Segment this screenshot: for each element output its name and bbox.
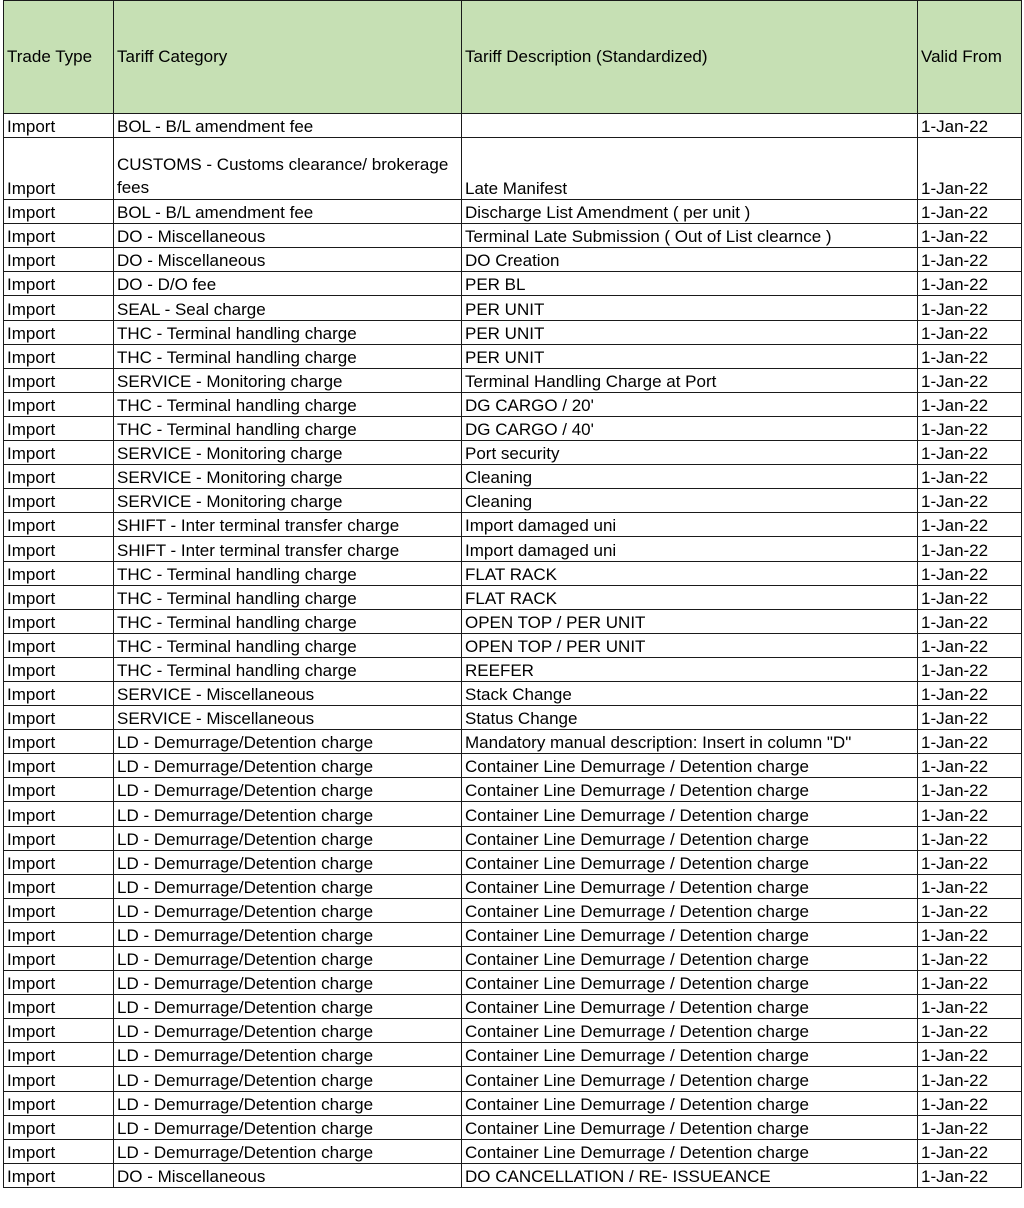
cell-valid-from[interactable]: 1-Jan-22 xyxy=(918,272,1022,296)
cell-tariff-category[interactable]: SERVICE - Monitoring charge xyxy=(114,489,462,513)
cell-valid-from[interactable]: 1-Jan-22 xyxy=(918,416,1022,440)
cell-tariff-category[interactable]: SERVICE - Miscellaneous xyxy=(114,681,462,705)
cell-trade-type[interactable]: Import xyxy=(4,609,114,633)
cell-valid-from[interactable]: 1-Jan-22 xyxy=(918,585,1022,609)
cell-tariff-description[interactable]: Late Manifest xyxy=(462,138,918,200)
table-row xyxy=(4,224,1022,248)
cell-tariff-description[interactable]: Cleaning xyxy=(462,489,918,513)
cell-trade-type[interactable]: Import xyxy=(4,248,114,272)
table-row xyxy=(4,754,1022,778)
cell-tariff-category[interactable]: LD - Demurrage/Detention charge xyxy=(114,947,462,971)
cell-tariff-description[interactable]: Container Line Demurrage / Detention charge xyxy=(462,1091,918,1115)
cell-tariff-description[interactable]: Mandatory manual description: Insert in column "D" xyxy=(462,730,918,754)
cell-tariff-description[interactable]: Container Line Demurrage / Detention charge xyxy=(462,826,918,850)
cell-tariff-category[interactable]: CUSTOMS - Customs clearance/ brokerage fees xyxy=(114,138,462,200)
table-row xyxy=(4,537,1022,561)
cell-valid-from[interactable]: 1-Jan-22 xyxy=(918,609,1022,633)
header-row xyxy=(4,1,1022,114)
cell-tariff-category[interactable]: LD - Demurrage/Detention charge xyxy=(114,1115,462,1139)
cell-valid-from[interactable]: 1-Jan-22 xyxy=(918,465,1022,489)
table-row xyxy=(4,416,1022,440)
cell-tariff-description[interactable]: REEFER xyxy=(462,657,918,681)
table-row xyxy=(4,200,1022,224)
cell-trade-type[interactable]: Import xyxy=(4,138,114,200)
table-header xyxy=(4,1,1022,114)
cell-tariff-category[interactable]: SERVICE - Monitoring charge xyxy=(114,368,462,392)
cell-tariff-category[interactable]: THC - Terminal handling charge xyxy=(114,344,462,368)
cell-trade-type[interactable]: Import xyxy=(4,368,114,392)
cell-tariff-description[interactable]: Container Line Demurrage / Detention charge xyxy=(462,778,918,802)
cell-tariff-category[interactable]: LD - Demurrage/Detention charge xyxy=(114,1139,462,1163)
cell-tariff-description[interactable]: OPEN TOP / PER UNIT xyxy=(462,609,918,633)
cell-tariff-description[interactable]: Terminal Handling Charge at Port xyxy=(462,368,918,392)
cell-trade-type[interactable]: Import xyxy=(4,344,114,368)
table-row xyxy=(4,272,1022,296)
cell-valid-from[interactable]: 1-Jan-22 xyxy=(918,1067,1022,1091)
cell-valid-from[interactable]: 1-Jan-22 xyxy=(918,633,1022,657)
cell-tariff-category[interactable]: THC - Terminal handling charge xyxy=(114,416,462,440)
cell-tariff-description[interactable]: Container Line Demurrage / Detention charge xyxy=(462,898,918,922)
cell-tariff-description[interactable]: Container Line Demurrage / Detention charge xyxy=(462,995,918,1019)
table-row xyxy=(4,296,1022,320)
table-row xyxy=(4,971,1022,995)
table-row xyxy=(4,344,1022,368)
cell-trade-type[interactable]: Import xyxy=(4,681,114,705)
cell-valid-from[interactable]: 1-Jan-22 xyxy=(918,1019,1022,1043)
cell-tariff-description[interactable]: PER UNIT xyxy=(462,344,918,368)
cell-trade-type[interactable]: Import xyxy=(4,971,114,995)
table-row xyxy=(4,368,1022,392)
cell-valid-from[interactable]: 1-Jan-22 xyxy=(918,657,1022,681)
cell-trade-type[interactable]: Import xyxy=(4,657,114,681)
table-row xyxy=(4,138,1022,200)
table-row xyxy=(4,1139,1022,1163)
cell-trade-type[interactable]: Import xyxy=(4,1091,114,1115)
cell-trade-type[interactable]: Import xyxy=(4,874,114,898)
cell-trade-type[interactable]: Import xyxy=(4,802,114,826)
cell-tariff-description[interactable]: Import damaged uni xyxy=(462,513,918,537)
cell-tariff-category[interactable]: SERVICE - Monitoring charge xyxy=(114,465,462,489)
table-row xyxy=(4,114,1022,138)
cell-valid-from[interactable]: 1-Jan-22 xyxy=(918,224,1022,248)
table-row xyxy=(4,898,1022,922)
cell-valid-from[interactable]: 1-Jan-22 xyxy=(918,441,1022,465)
table-body xyxy=(4,114,1022,1188)
cell-valid-from[interactable]: 1-Jan-22 xyxy=(918,754,1022,778)
cell-trade-type[interactable]: Import xyxy=(4,272,114,296)
cell-valid-from[interactable]: 1-Jan-22 xyxy=(918,826,1022,850)
table-row xyxy=(4,1115,1022,1139)
cell-tariff-category[interactable]: LD - Demurrage/Detention charge xyxy=(114,1019,462,1043)
table-row xyxy=(4,320,1022,344)
cell-tariff-description[interactable]: FLAT RACK xyxy=(462,561,918,585)
cell-valid-from[interactable]: 1-Jan-22 xyxy=(918,537,1022,561)
table-row xyxy=(4,248,1022,272)
cell-trade-type[interactable]: Import xyxy=(4,1163,114,1187)
cell-trade-type[interactable]: Import xyxy=(4,706,114,730)
cell-tariff-category[interactable]: SERVICE - Monitoring charge xyxy=(114,441,462,465)
cell-tariff-category[interactable]: LD - Demurrage/Detention charge xyxy=(114,778,462,802)
cell-valid-from[interactable]: 1-Jan-22 xyxy=(918,922,1022,946)
cell-valid-from[interactable]: 1-Jan-22 xyxy=(918,850,1022,874)
table-row xyxy=(4,874,1022,898)
cell-valid-from[interactable]: 1-Jan-22 xyxy=(918,1043,1022,1067)
cell-trade-type[interactable]: Import xyxy=(4,1115,114,1139)
table-row xyxy=(4,802,1022,826)
spreadsheet xyxy=(3,0,1022,1188)
cell-tariff-category[interactable]: THC - Terminal handling charge xyxy=(114,320,462,344)
cell-tariff-category[interactable]: LD - Demurrage/Detention charge xyxy=(114,826,462,850)
cell-valid-from[interactable]: 1-Jan-22 xyxy=(918,971,1022,995)
cell-tariff-description[interactable]: Container Line Demurrage / Detention charge xyxy=(462,947,918,971)
cell-tariff-description[interactable]: Cleaning xyxy=(462,465,918,489)
cell-tariff-description[interactable]: Container Line Demurrage / Detention charge xyxy=(462,1019,918,1043)
cell-tariff-category[interactable]: LD - Demurrage/Detention charge xyxy=(114,850,462,874)
cell-trade-type[interactable]: Import xyxy=(4,898,114,922)
cell-trade-type[interactable]: Import xyxy=(4,561,114,585)
cell-trade-type[interactable]: Import xyxy=(4,826,114,850)
cell-tariff-category[interactable]: LD - Demurrage/Detention charge xyxy=(114,898,462,922)
cell-tariff-description[interactable]: Container Line Demurrage / Detention charge xyxy=(462,1043,918,1067)
cell-tariff-category[interactable]: THC - Terminal handling charge xyxy=(114,633,462,657)
cell-tariff-description[interactable]: Port security xyxy=(462,441,918,465)
cell-valid-from[interactable]: 1-Jan-22 xyxy=(918,1091,1022,1115)
cell-tariff-description[interactable]: Container Line Demurrage / Detention charge xyxy=(462,1139,918,1163)
cell-trade-type[interactable]: Import xyxy=(4,850,114,874)
table-row xyxy=(4,561,1022,585)
cell-tariff-description[interactable]: DG CARGO / 20' xyxy=(462,392,918,416)
cell-tariff-category[interactable]: SHIFT - Inter terminal transfer charge xyxy=(114,513,462,537)
cell-trade-type[interactable]: Import xyxy=(4,537,114,561)
cell-tariff-description[interactable]: DO Creation xyxy=(462,248,918,272)
cell-tariff-category[interactable]: LD - Demurrage/Detention charge xyxy=(114,874,462,898)
cell-tariff-category[interactable]: LD - Demurrage/Detention charge xyxy=(114,995,462,1019)
header-valid-from[interactable]: Valid From xyxy=(918,1,1022,114)
cell-tariff-description[interactable]: Container Line Demurrage / Detention charge xyxy=(462,971,918,995)
header-tariff-category[interactable]: Tariff Category xyxy=(114,1,462,114)
cell-trade-type[interactable]: Import xyxy=(4,320,114,344)
cell-valid-from[interactable]: 1-Jan-22 xyxy=(918,248,1022,272)
cell-tariff-description[interactable]: DG CARGO / 40' xyxy=(462,416,918,440)
cell-tariff-description[interactable]: Container Line Demurrage / Detention charge xyxy=(462,754,918,778)
cell-tariff-description[interactable]: Discharge List Amendment ( per unit ) xyxy=(462,200,918,224)
cell-tariff-category[interactable]: SHIFT - Inter terminal transfer charge xyxy=(114,537,462,561)
cell-tariff-category[interactable]: SEAL - Seal charge xyxy=(114,296,462,320)
header-tariff-description[interactable]: Tariff Description (Standardized) xyxy=(462,1,918,114)
cell-valid-from[interactable]: 1-Jan-22 xyxy=(918,681,1022,705)
table-row xyxy=(4,392,1022,416)
cell-tariff-category[interactable]: SERVICE - Miscellaneous xyxy=(114,706,462,730)
cell-tariff-description[interactable]: Container Line Demurrage / Detention charge xyxy=(462,850,918,874)
table-row xyxy=(4,465,1022,489)
cell-trade-type[interactable]: Import xyxy=(4,465,114,489)
cell-valid-from[interactable]: 1-Jan-22 xyxy=(918,706,1022,730)
cell-valid-from[interactable]: 1-Jan-22 xyxy=(918,320,1022,344)
cell-tariff-category[interactable]: LD - Demurrage/Detention charge xyxy=(114,802,462,826)
cell-tariff-description[interactable]: PER UNIT xyxy=(462,296,918,320)
cell-tariff-category[interactable]: THC - Terminal handling charge xyxy=(114,657,462,681)
cell-valid-from[interactable]: 1-Jan-22 xyxy=(918,1163,1022,1187)
cell-tariff-category[interactable]: DO - Miscellaneous xyxy=(114,1163,462,1187)
cell-trade-type[interactable]: Import xyxy=(4,778,114,802)
cell-tariff-category[interactable]: LD - Demurrage/Detention charge xyxy=(114,1091,462,1115)
table-row xyxy=(4,657,1022,681)
cell-tariff-category[interactable]: LD - Demurrage/Detention charge xyxy=(114,754,462,778)
cell-tariff-category[interactable]: BOL - B/L amendment fee xyxy=(114,114,462,138)
table-row xyxy=(4,1019,1022,1043)
cell-valid-from[interactable]: 1-Jan-22 xyxy=(918,114,1022,138)
cell-valid-from[interactable]: 1-Jan-22 xyxy=(918,898,1022,922)
cell-tariff-description[interactable]: Container Line Demurrage / Detention charge xyxy=(462,922,918,946)
cell-tariff-description[interactable]: OPEN TOP / PER UNIT xyxy=(462,633,918,657)
cell-trade-type[interactable]: Import xyxy=(4,730,114,754)
table-row xyxy=(4,1091,1022,1115)
cell-trade-type[interactable]: Import xyxy=(4,224,114,248)
cell-tariff-category[interactable]: LD - Demurrage/Detention charge xyxy=(114,1043,462,1067)
table-row xyxy=(4,1067,1022,1091)
cell-tariff-category[interactable]: DO - Miscellaneous xyxy=(114,248,462,272)
table-row xyxy=(4,778,1022,802)
cell-trade-type[interactable]: Import xyxy=(4,585,114,609)
cell-tariff-description[interactable]: Container Line Demurrage / Detention charge xyxy=(462,802,918,826)
header-trade-type[interactable]: Trade Type xyxy=(4,1,114,114)
cell-trade-type[interactable]: Import xyxy=(4,416,114,440)
cell-trade-type[interactable]: Import xyxy=(4,489,114,513)
cell-valid-from[interactable]: 1-Jan-22 xyxy=(918,513,1022,537)
cell-trade-type[interactable]: Import xyxy=(4,1067,114,1091)
cell-valid-from[interactable]: 1-Jan-22 xyxy=(918,392,1022,416)
cell-tariff-description[interactable]: PER BL xyxy=(462,272,918,296)
cell-tariff-description[interactable]: PER UNIT xyxy=(462,320,918,344)
table-row xyxy=(4,489,1022,513)
cell-tariff-category[interactable]: LD - Demurrage/Detention charge xyxy=(114,922,462,946)
cell-tariff-category[interactable]: LD - Demurrage/Detention charge xyxy=(114,730,462,754)
cell-valid-from[interactable]: 1-Jan-22 xyxy=(918,730,1022,754)
cell-tariff-description[interactable]: Container Line Demurrage / Detention charge xyxy=(462,1067,918,1091)
cell-tariff-description[interactable]: Container Line Demurrage / Detention charge xyxy=(462,874,918,898)
cell-tariff-category[interactable]: THC - Terminal handling charge xyxy=(114,392,462,416)
cell-tariff-category[interactable]: LD - Demurrage/Detention charge xyxy=(114,971,462,995)
cell-trade-type[interactable]: Import xyxy=(4,995,114,1019)
cell-valid-from[interactable]: 1-Jan-22 xyxy=(918,344,1022,368)
table-row xyxy=(4,1163,1022,1187)
cell-valid-from[interactable]: 1-Jan-22 xyxy=(918,947,1022,971)
cell-tariff-category[interactable]: BOL - B/L amendment fee xyxy=(114,200,462,224)
cell-tariff-category[interactable]: THC - Terminal handling charge xyxy=(114,585,462,609)
table-row xyxy=(4,850,1022,874)
cell-tariff-description[interactable]: Terminal Late Submission ( Out of List clearnce ) xyxy=(462,224,918,248)
cell-valid-from[interactable]: 1-Jan-22 xyxy=(918,561,1022,585)
cell-trade-type[interactable]: Import xyxy=(4,392,114,416)
cell-trade-type[interactable]: Import xyxy=(4,296,114,320)
cell-valid-from[interactable]: 1-Jan-22 xyxy=(918,138,1022,200)
cell-valid-from[interactable]: 1-Jan-22 xyxy=(918,489,1022,513)
cell-tariff-category[interactable]: THC - Terminal handling charge xyxy=(114,609,462,633)
table-row xyxy=(4,609,1022,633)
cell-valid-from[interactable]: 1-Jan-22 xyxy=(918,995,1022,1019)
cell-tariff-description[interactable]: Import damaged uni xyxy=(462,537,918,561)
cell-tariff-category[interactable]: THC - Terminal handling charge xyxy=(114,561,462,585)
cell-trade-type[interactable]: Import xyxy=(4,1043,114,1067)
table-row xyxy=(4,995,1022,1019)
cell-tariff-category[interactable]: DO - D/O fee xyxy=(114,272,462,296)
table-row xyxy=(4,1043,1022,1067)
cell-valid-from[interactable]: 1-Jan-22 xyxy=(918,1139,1022,1163)
table-row xyxy=(4,826,1022,850)
table-row xyxy=(4,730,1022,754)
cell-trade-type[interactable]: Import xyxy=(4,513,114,537)
table-row xyxy=(4,441,1022,465)
cell-tariff-category[interactable]: LD - Demurrage/Detention charge xyxy=(114,1067,462,1091)
cell-trade-type[interactable]: Import xyxy=(4,1139,114,1163)
cell-valid-from[interactable]: 1-Jan-22 xyxy=(918,802,1022,826)
cell-trade-type[interactable]: Import xyxy=(4,200,114,224)
table-row xyxy=(4,706,1022,730)
cell-tariff-description[interactable]: Stack Change xyxy=(462,681,918,705)
cell-tariff-description[interactable] xyxy=(462,114,918,138)
table-row xyxy=(4,922,1022,946)
cell-trade-type[interactable]: Import xyxy=(4,441,114,465)
table-row xyxy=(4,585,1022,609)
cell-trade-type[interactable]: Import xyxy=(4,114,114,138)
cell-tariff-category[interactable]: DO - Miscellaneous xyxy=(114,224,462,248)
tariff-table xyxy=(3,0,1022,1188)
cell-tariff-description[interactable]: Status Change xyxy=(462,706,918,730)
cell-tariff-description[interactable]: FLAT RACK xyxy=(462,585,918,609)
cell-valid-from[interactable]: 1-Jan-22 xyxy=(918,1115,1022,1139)
cell-valid-from[interactable]: 1-Jan-22 xyxy=(918,200,1022,224)
cell-tariff-description[interactable]: Container Line Demurrage / Detention charge xyxy=(462,1115,918,1139)
cell-valid-from[interactable]: 1-Jan-22 xyxy=(918,874,1022,898)
cell-valid-from[interactable]: 1-Jan-22 xyxy=(918,778,1022,802)
table-row xyxy=(4,633,1022,657)
cell-trade-type[interactable]: Import xyxy=(4,633,114,657)
cell-tariff-description[interactable]: DO CANCELLATION / RE- ISSUEANCE xyxy=(462,1163,918,1187)
cell-valid-from[interactable]: 1-Jan-22 xyxy=(918,368,1022,392)
cell-trade-type[interactable]: Import xyxy=(4,1019,114,1043)
table-row xyxy=(4,681,1022,705)
cell-trade-type[interactable]: Import xyxy=(4,754,114,778)
cell-valid-from[interactable]: 1-Jan-22 xyxy=(918,296,1022,320)
cell-trade-type[interactable]: Import xyxy=(4,947,114,971)
cell-trade-type[interactable]: Import xyxy=(4,922,114,946)
table-row xyxy=(4,947,1022,971)
table-row xyxy=(4,513,1022,537)
